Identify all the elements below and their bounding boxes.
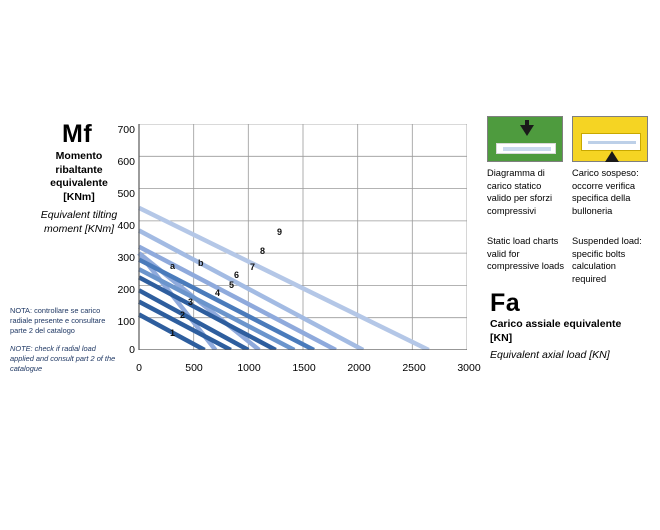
fa-symbol: Fa [490, 289, 521, 317]
legend-text-suspended-en: Suspended load: specific bolts calculation required [572, 236, 642, 284]
curve-label-2: 2 [180, 310, 186, 320]
curve-label-9: 9 [277, 227, 283, 237]
y-tick-label: 0 [129, 344, 135, 356]
y-tick-label: 700 [117, 124, 135, 136]
x-tick-label: 1500 [292, 362, 316, 374]
curve-label-1: 1 [170, 328, 176, 338]
x-tick-label: 0 [136, 362, 142, 374]
legend-text-compressive-en: Static load charts valid for compressive loads [487, 236, 564, 271]
fa-description-it: Carico assiale equivalente [KN] [490, 318, 622, 344]
curve-label-4: 4 [215, 288, 221, 298]
legend-icon-compressive-load [487, 116, 563, 162]
curve-label-7: 7 [250, 262, 256, 272]
y-tick-label: 600 [117, 156, 135, 168]
bearing-diagram-icon [581, 133, 641, 151]
x-tick-label: 1000 [237, 362, 261, 374]
chart-svg [137, 124, 467, 350]
mf-description-it: Momento ribaltante equivalente [KNm] [50, 150, 108, 203]
arrow-up-stem-icon [610, 155, 614, 161]
note-en: NOTE: check if radial load applied and consult part 2 of the catalogue [10, 344, 116, 373]
arrow-down-icon [520, 125, 534, 136]
mf-description-en: Equivalent tilting moment [KNm] [40, 209, 118, 235]
bearing-diagram-icon [496, 143, 556, 154]
y-tick-label: 100 [117, 316, 135, 328]
y-tick-label: 500 [117, 188, 135, 200]
curve-label-b: b [198, 258, 204, 268]
curve-label-6: 6 [234, 270, 240, 280]
legend-text-suspended-it: Carico sospeso: occorre verifica specifica della bulloneria [572, 168, 639, 216]
x-tick-label: 500 [185, 362, 203, 374]
mf-symbol: Mf [62, 120, 93, 148]
x-tick-label: 2000 [347, 362, 371, 374]
curve-label-8: 8 [260, 246, 266, 256]
y-tick-label: 300 [117, 252, 135, 264]
curve-label-a: a [170, 261, 176, 271]
curve-label-3: 3 [188, 297, 194, 307]
fa-description-en: Equivalent axial load [KN] [490, 349, 610, 361]
x-tick-label: 3000 [457, 362, 481, 374]
x-tick-label: 2500 [402, 362, 426, 374]
plot-area [137, 124, 467, 350]
legend-text-compressive-it: Diagramma di carico statico valido per sforzi compressivi [487, 168, 553, 216]
legend-icon-suspended-load [572, 116, 648, 162]
y-tick-label: 200 [117, 284, 135, 296]
y-tick-label: 400 [117, 220, 135, 232]
note-it: NOTA: controllare se carico radiale presente e consultare parte 2 del catalogo [10, 306, 106, 335]
curve-label-5: 5 [229, 280, 235, 290]
